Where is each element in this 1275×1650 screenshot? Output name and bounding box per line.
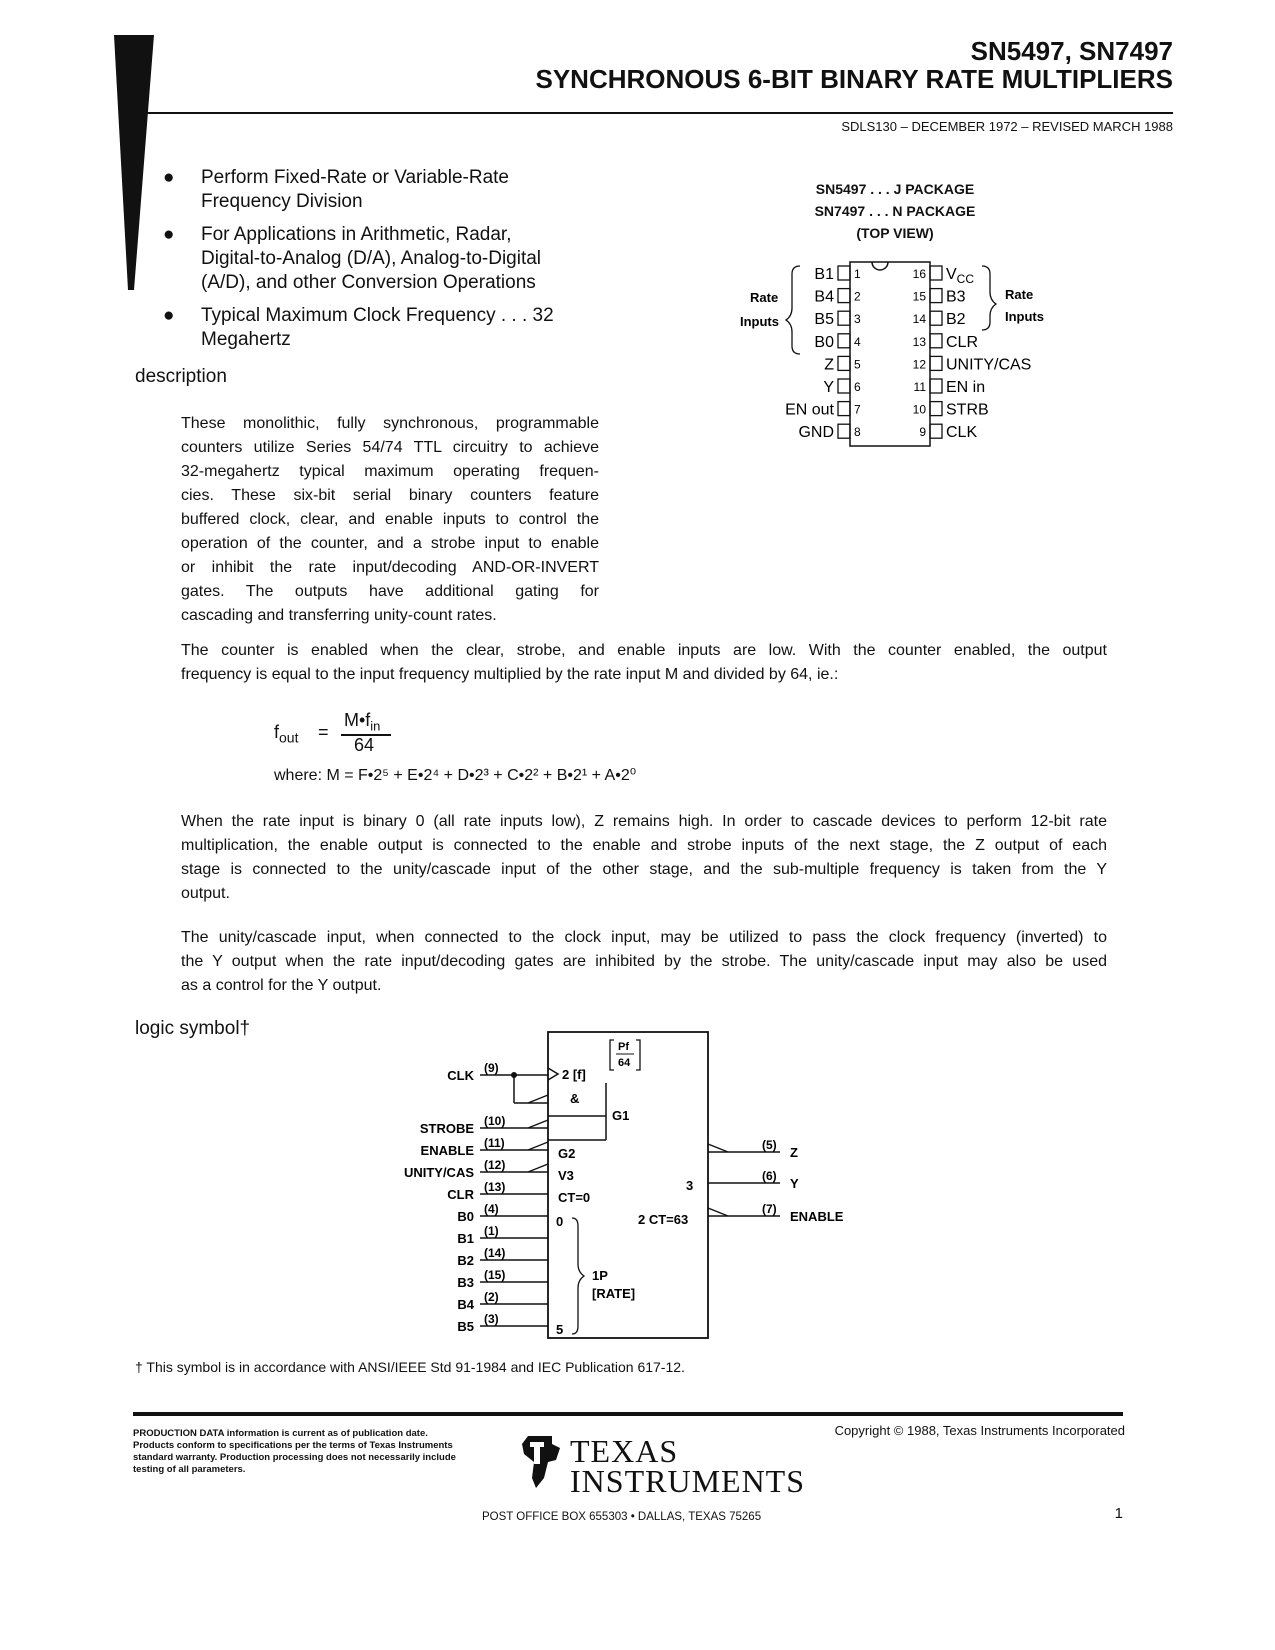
package-line: SN5497 . . . J PACKAGE xyxy=(815,181,975,197)
pin-name: B3 xyxy=(946,288,966,306)
input-pin: (10) xyxy=(484,1114,506,1128)
svg-text:5: 5 xyxy=(556,1322,564,1337)
right-group-label: Inputs xyxy=(1005,309,1044,324)
input-name: STROBE xyxy=(419,1121,474,1136)
description-paragraph xyxy=(181,810,1107,906)
input-name: UNITY/CAS xyxy=(403,1165,474,1180)
svg-text:Pf: Pf xyxy=(618,1041,629,1053)
package-line: SN7497 . . . N PACKAGE xyxy=(814,203,976,219)
output-pin: (5) xyxy=(762,1138,777,1152)
pin-number: 14 xyxy=(912,312,926,327)
input-name: B1 xyxy=(457,1231,474,1246)
pin-number: 4 xyxy=(854,334,861,349)
pin-number: 11 xyxy=(913,380,926,394)
bullet-icon: ● xyxy=(163,167,175,188)
equation-denominator: 64 xyxy=(354,735,375,755)
pin-number: 6 xyxy=(854,380,861,394)
input-pin: (14) xyxy=(484,1246,506,1260)
input-pin: (1) xyxy=(484,1224,499,1238)
pin-number: 1 xyxy=(854,267,861,281)
feature-text: For Applications in Arithmetic, Radar, xyxy=(201,224,512,245)
svg-text:G1: G1 xyxy=(612,1108,630,1123)
pin-square xyxy=(838,289,850,303)
chip-notch xyxy=(872,262,888,270)
paragraph-line: cascading and transferring unity-count rates. xyxy=(181,607,497,624)
description-paragraph xyxy=(181,412,599,628)
logic-inputs xyxy=(404,1061,548,1334)
pin-number: 15 xyxy=(912,289,926,304)
input-name: B0 xyxy=(457,1209,474,1224)
pin-name: CLK xyxy=(946,424,978,442)
input-pin: (9) xyxy=(484,1061,499,1075)
paragraph-line: counters utilize Series 54/74 TTL circuitry to achieve xyxy=(181,439,599,456)
description-heading: description xyxy=(135,366,227,387)
pin-name: B1 xyxy=(814,266,834,283)
pin-number: 12 xyxy=(912,357,926,372)
pin-name: $V_{CC}$ xyxy=(946,266,975,286)
input-pin: (2) xyxy=(484,1290,499,1304)
copyright: Copyright © 1988, Texas Instruments Incorporated xyxy=(834,1423,1125,1438)
pin-number: 10 xyxy=(912,402,926,417)
feature-text: (A/D), and other Conversion Operations xyxy=(201,272,536,293)
feature-text: Megahertz xyxy=(201,329,291,350)
input-pin: (4) xyxy=(484,1202,499,1216)
pin-square xyxy=(930,424,942,438)
production-data-notice: PRODUCTION DATA information is current as of publication date. Products conform to specifications per the terms of Texas Instruments standard warranty. Production processing does not necessarily include testing of all parameters. xyxy=(133,1428,456,1475)
svg-text:64: 64 xyxy=(618,1057,631,1069)
output-pin: (6) xyxy=(762,1169,777,1183)
svg-text:&: & xyxy=(570,1091,580,1106)
pin-name: GND xyxy=(798,424,834,442)
output-name: ENABLE xyxy=(790,1209,844,1224)
description-paragraph xyxy=(181,926,1107,998)
left-group-label: Inputs xyxy=(740,314,779,329)
pin-square xyxy=(838,311,850,325)
pin-number: 8 xyxy=(854,425,861,440)
paragraph-line: stage is connected to the unity/cascade input of the other stage, and the sub-multiple frequency is taken from the Y xyxy=(181,861,1107,878)
equation-numerator: $M•f_{in}$ xyxy=(344,710,381,734)
ti-wordmark-line: TEXAS xyxy=(570,1433,679,1469)
right-brace xyxy=(982,266,996,330)
input-name: ENABLE xyxy=(420,1143,474,1158)
pin-name: STRB xyxy=(946,401,989,419)
pin-square xyxy=(930,311,942,325)
pin-name: Z xyxy=(824,356,834,374)
pin-square xyxy=(838,424,850,438)
polarity-indicator xyxy=(528,1142,548,1150)
svg-text:G2: G2 xyxy=(558,1146,576,1161)
feature-item xyxy=(163,304,633,352)
pin-number: 9 xyxy=(919,425,926,440)
right-group-label: Rate xyxy=(1005,287,1034,302)
paragraph-line: the Y output when the rate input/decoding gates are inhibited by the strobe. The unity/cascade input may also be used xyxy=(181,953,1107,970)
pin-square xyxy=(838,266,850,280)
paragraph-line: These monolithic, fully synchronous, programmable xyxy=(181,415,599,432)
input-name: CLK xyxy=(447,1068,474,1083)
pin-name: EN in xyxy=(946,379,986,396)
svg-text:[RATE]: [RATE] xyxy=(592,1286,636,1301)
footer-rule xyxy=(133,1412,1123,1416)
pin-name: UNITY/CAS xyxy=(946,356,1032,374)
equation-where: where: M = F•2⁵ + E•2⁴ + D•2³ + C•2² + B•2¹ + A•2⁰ xyxy=(274,767,637,784)
paragraph-line: as a control for the Y output. xyxy=(181,977,382,994)
input-pin: (15) xyxy=(484,1268,506,1282)
pin-square xyxy=(930,266,942,280)
bullet-icon: ● xyxy=(163,305,175,326)
output-pin: (7) xyxy=(762,1202,777,1216)
package-title xyxy=(780,178,1010,244)
svg-text:V3: V3 xyxy=(558,1168,574,1183)
ti-wordmark xyxy=(570,1433,806,1499)
paragraph-line: The unity/cascade input, when connected to the clock input, may be utilized to pass the clock frequency (inverted) to xyxy=(181,929,1107,946)
header-wedge-bar xyxy=(114,35,154,290)
pin-name: B2 xyxy=(946,311,966,329)
pin-name: B5 xyxy=(814,311,834,329)
pin-square xyxy=(930,379,942,393)
input-pin: (12) xyxy=(484,1158,506,1172)
part-numbers: SN5497, SN7497 xyxy=(970,36,1173,66)
svg-text:3: 3 xyxy=(686,1178,694,1193)
equation-equals: = xyxy=(318,722,329,742)
feature-list xyxy=(163,166,633,361)
svg-text:CT=0: CT=0 xyxy=(558,1190,591,1205)
pin-square xyxy=(838,356,850,370)
input-name: B3 xyxy=(457,1275,474,1290)
bullet-icon: ● xyxy=(163,224,175,245)
input-pin: (13) xyxy=(484,1180,506,1194)
header-rule xyxy=(145,112,1173,114)
feature-text: Frequency Division xyxy=(201,191,363,212)
output-name: Z xyxy=(790,1145,798,1160)
paragraph-line: cies. These six-bit serial binary counters feature xyxy=(181,487,599,504)
feature-text: Perform Fixed-Rate or Variable-Rate xyxy=(201,167,509,188)
left-group-label: Rate xyxy=(750,290,779,305)
input-name: B5 xyxy=(457,1319,474,1334)
pin-square xyxy=(838,334,850,348)
paragraph-line: or inhibit the rate input/decoding AND-OR-INVERT xyxy=(181,559,599,576)
input-name: B2 xyxy=(457,1253,474,1268)
paragraph-line: buffered clock, clear, and enable inputs to control the xyxy=(181,511,599,528)
footnote: † This symbol is in accordance with ANSI/IEEE Std 91-1984 and IEC Publication 617-12. xyxy=(135,1359,685,1375)
polarity-indicator xyxy=(708,1208,728,1216)
pin-square xyxy=(930,334,942,348)
page-title: SYNCHRONOUS 6-BIT BINARY RATE MULTIPLIERS xyxy=(535,64,1173,94)
input-name: CLR xyxy=(447,1187,474,1202)
paragraph-line: gates. The outputs have additional gating for xyxy=(181,583,599,600)
pin-name: CLR xyxy=(946,333,979,351)
polarity-indicator xyxy=(528,1164,548,1172)
feature-item xyxy=(163,223,633,295)
document-id: SDLS130 – DECEMBER 1972 – REVISED MARCH 1988 xyxy=(841,119,1173,134)
ti-logo-icon xyxy=(518,1432,568,1492)
input-pin: (11) xyxy=(484,1136,505,1150)
pin-square xyxy=(930,402,942,416)
pin-name: B0 xyxy=(814,333,834,351)
description-paragraph xyxy=(181,639,1107,687)
input-pin: (3) xyxy=(484,1312,499,1326)
pin-group xyxy=(785,266,1034,442)
feature-text: Typical Maximum Clock Frequency . . . 32 xyxy=(201,305,554,326)
output-name: Y xyxy=(790,1176,799,1191)
polarity-indicator xyxy=(528,1120,548,1128)
pin-square xyxy=(838,379,850,393)
pin-name: EN out xyxy=(785,401,834,419)
pin-name: Y xyxy=(823,379,834,396)
pin-number: 2 xyxy=(854,289,861,304)
svg-text:2 CT=63: 2 CT=63 xyxy=(638,1212,689,1227)
package-line: (TOP VIEW) xyxy=(856,225,934,241)
page-number: 1 xyxy=(1114,1505,1123,1522)
pin-square xyxy=(930,289,942,303)
pin-number: 3 xyxy=(854,312,861,327)
pin-number: 16 xyxy=(912,267,926,281)
pin-number: 5 xyxy=(854,357,861,372)
left-brace xyxy=(786,266,800,354)
pin-name: B4 xyxy=(814,288,834,306)
equation-lhs xyxy=(274,722,298,746)
svg-text:1P: 1P xyxy=(592,1268,608,1283)
svg-text:0: 0 xyxy=(556,1214,564,1229)
feature-item xyxy=(163,166,633,214)
paragraph-line: 32-megahertz typical maximum operating frequen- xyxy=(181,463,599,480)
input-name: B4 xyxy=(457,1297,474,1312)
polarity-indicator xyxy=(708,1144,728,1152)
paragraph-line: frequency is equal to the input frequency multiplied by the rate input M and divided by 64, ie.: xyxy=(181,666,839,683)
feature-text: Digital-to-Analog (D/A), Analog-to-Digital xyxy=(201,248,542,269)
paragraph-line: output. xyxy=(181,885,230,902)
pin-number: 7 xyxy=(854,402,861,417)
paragraph-line: operation of the counter, and a strobe input to enable xyxy=(181,535,599,552)
pin-number: 13 xyxy=(912,334,926,349)
paragraph-line: multiplication, the enable output is connected to the enable and strobe inputs of the next stage, the Z output of each xyxy=(181,837,1107,854)
paragraph-line: When the rate input is binary 0 (all rate inputs low), Z remains high. In order to cascade devices to perform 12-bit rate xyxy=(181,813,1107,830)
fout-symbol: $f_{out}$ xyxy=(274,722,299,746)
svg-text:2 [f]: 2 [f] xyxy=(562,1067,586,1082)
logic-outputs xyxy=(708,1138,844,1224)
paragraph-line: The counter is enabled when the clear, strobe, and enable inputs are low. With the counter enabled, the output xyxy=(181,642,1107,659)
logic-symbol-diagram xyxy=(380,1028,880,1348)
pin-square xyxy=(930,356,942,370)
mailing-address: POST OFFICE BOX 655303 • DALLAS, TEXAS 75265 xyxy=(482,1511,762,1523)
ti-wordmark-line: INSTRUMENTS xyxy=(570,1463,806,1499)
logic-symbol-heading: logic symbol† xyxy=(135,1018,251,1039)
pin-square xyxy=(838,402,850,416)
pinout-diagram xyxy=(740,260,1080,460)
